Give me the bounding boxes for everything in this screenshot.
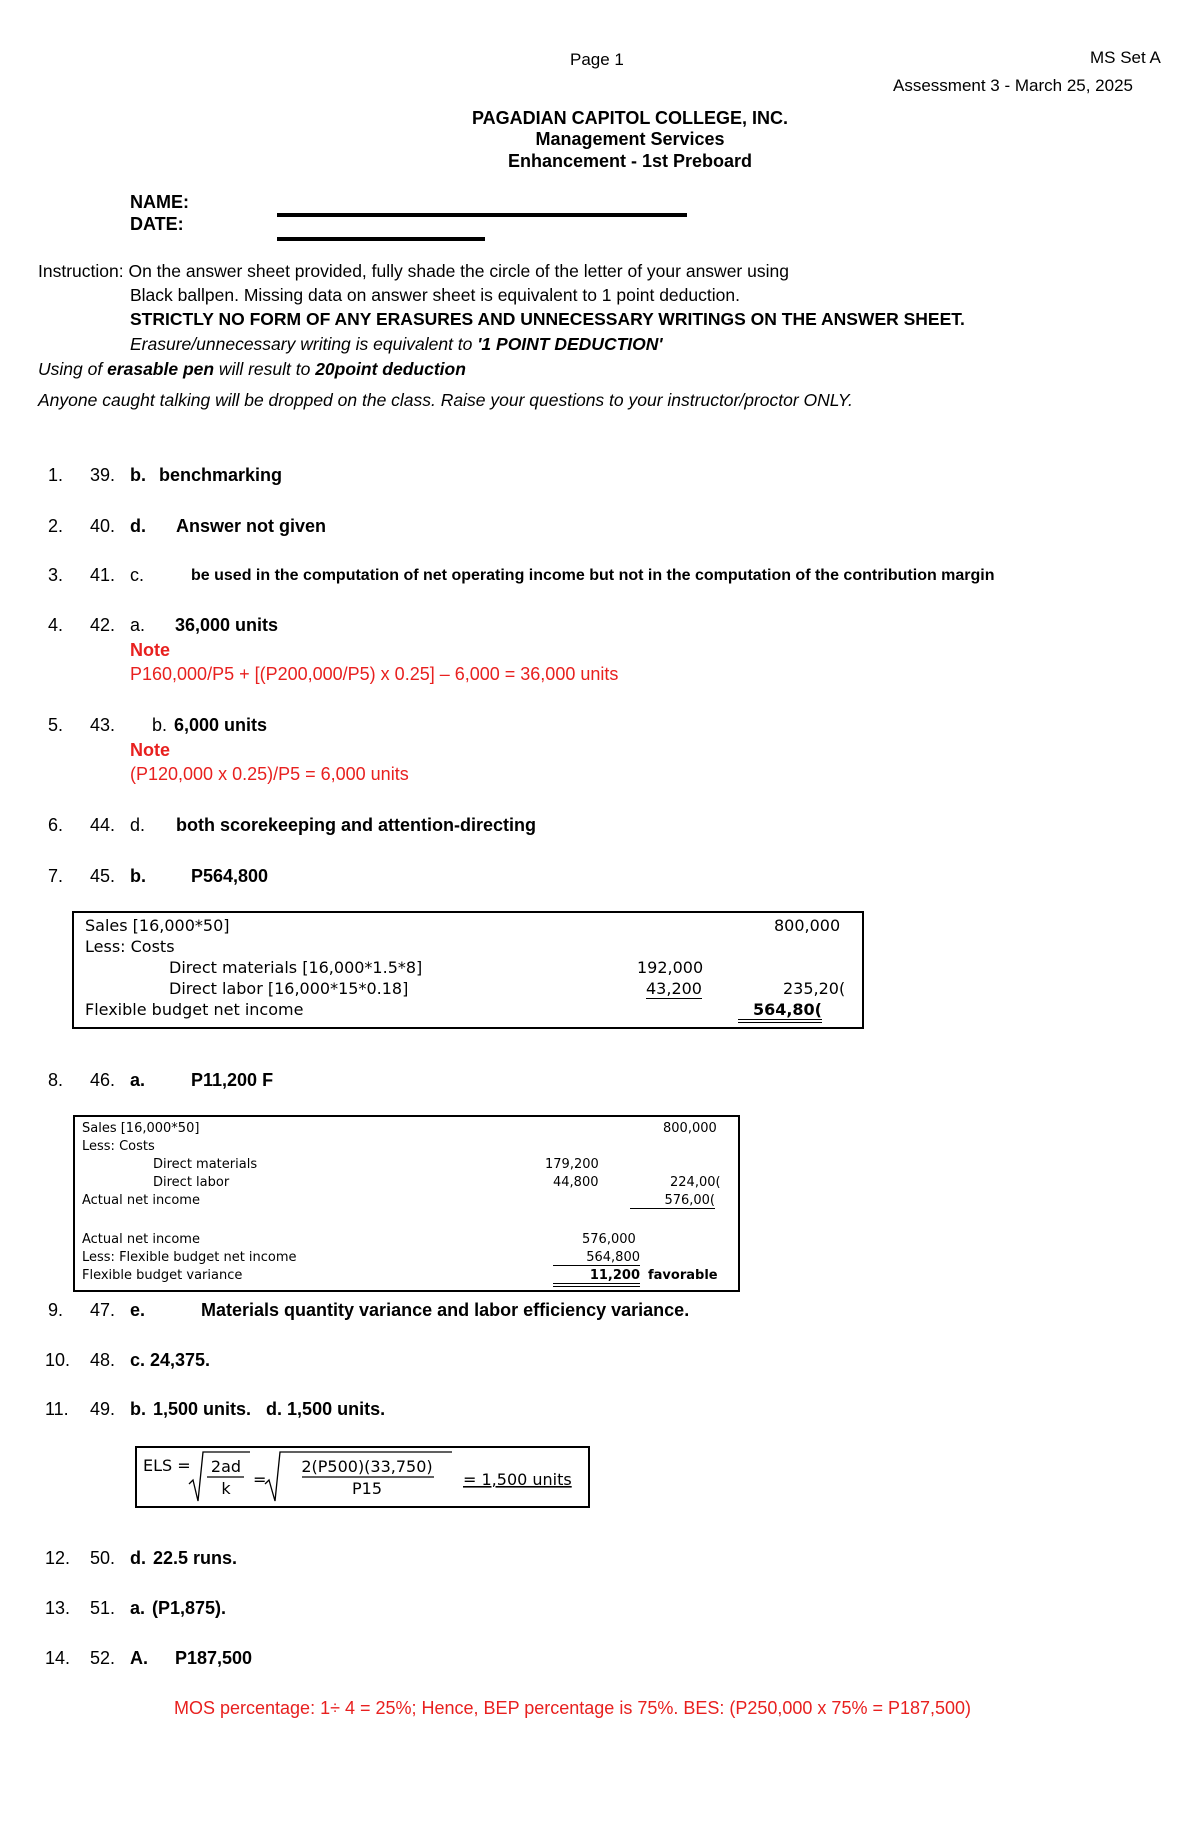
- answer-letter: e.: [130, 1300, 146, 1320]
- question-number: 43.: [90, 715, 116, 735]
- item-number: 7.: [48, 866, 64, 886]
- sales-value: 800,000: [663, 1121, 717, 1136]
- els-formula: [137, 1448, 588, 1506]
- actual-net-income-label: Actual net income: [82, 1193, 200, 1208]
- total-costs-value: 235,20(: [783, 979, 846, 998]
- question-number: 52.: [90, 1648, 116, 1668]
- actual-net-income-value: 576,00(: [630, 1193, 715, 1209]
- direct-materials-value: 179,200: [545, 1157, 599, 1172]
- question-number: 40.: [90, 516, 116, 536]
- answer-letter: d.: [130, 815, 146, 835]
- date-label: DATE:: [130, 214, 184, 234]
- school-name: PAGADIAN CAPITOL COLLEGE, INC.: [471, 108, 789, 128]
- instruction-line-4: Erasure/unnecessary writing is equivalent to '1 POINT DEDUCTION': [130, 334, 663, 354]
- formula-numerator-1: 2ad: [210, 1457, 242, 1476]
- answer-text: benchmarking: [159, 465, 283, 485]
- question-number: 44.: [90, 815, 116, 835]
- actual-net-income-label-2: Actual net income: [82, 1232, 200, 1247]
- answer-letter: a.: [130, 1598, 146, 1618]
- question-number: 48.: [90, 1350, 116, 1370]
- question-number: 47.: [90, 1300, 116, 1320]
- answer-text: 24,375.: [150, 1350, 211, 1370]
- question-number: 39.: [90, 465, 116, 485]
- flexible-budget-table: [72, 911, 864, 1029]
- total-costs-value: 224,00(: [670, 1175, 721, 1190]
- instruction-line-6: Anyone caught talking will be dropped on the class. Raise your questions to your instructor/proctor ONLY.: [38, 390, 853, 410]
- favorable-label: favorable: [648, 1268, 718, 1283]
- question-number: 42.: [90, 615, 116, 635]
- item-number: 2.: [48, 516, 64, 536]
- note-text: (P120,000 x 0.25)/P5 = 6,000 units: [130, 764, 409, 784]
- direct-materials-label: Direct materials [16,000*1.5*8]: [169, 958, 423, 977]
- sales-value: 800,000: [774, 916, 841, 935]
- answer-letter: d.: [130, 1548, 146, 1568]
- assessment-date: Assessment 3 - March 25, 2025: [893, 76, 1134, 95]
- answer-text: (P1,875).: [152, 1598, 227, 1618]
- sales-label: Sales [16,000*50]: [82, 1121, 200, 1136]
- instruction-line-2: Black ballpen. Missing data on answer sheet is equivalent to 1 point deduction.: [130, 285, 740, 305]
- answer-text: both scorekeeping and attention-directing: [176, 815, 537, 835]
- less-costs-label: Less: Costs: [85, 937, 175, 956]
- item-number: 6.: [48, 815, 64, 835]
- exam-title: Enhancement - 1st Preboard: [507, 151, 753, 171]
- question-number: 45.: [90, 866, 116, 886]
- date-line: [277, 237, 485, 241]
- direct-labor-value: 43,200: [646, 979, 702, 998]
- item-number: 12.: [45, 1548, 71, 1568]
- actual-vs-flexible-table: [73, 1115, 740, 1292]
- answer-text: 22.5 runs.: [153, 1548, 238, 1568]
- answer-text: P187,500: [175, 1648, 253, 1668]
- formula-denominator-2: P15: [351, 1479, 383, 1498]
- item-number: 5.: [48, 715, 64, 735]
- formula-denominator-1: k: [221, 1479, 231, 1498]
- answer-letter: A.: [130, 1648, 148, 1668]
- answer-text: Answer not given: [176, 516, 327, 536]
- question-number: 46.: [90, 1070, 116, 1090]
- item-number: 4.: [48, 615, 64, 635]
- question-number: 51.: [90, 1598, 116, 1618]
- answer-text: be used in the computation of net operating income but not in the computation of the contribution margin: [191, 567, 995, 584]
- flexible-budget-label: Flexible budget net income: [85, 1000, 304, 1019]
- answer-letter: b.: [130, 866, 146, 886]
- flexible-budget-variance-label: Flexible budget variance: [82, 1268, 243, 1283]
- answer-letter: d.: [130, 516, 146, 536]
- department: Management Services: [535, 129, 725, 149]
- note-label: Note: [130, 640, 170, 660]
- less-flexible-budget-label: Less: Flexible budget net income: [82, 1250, 297, 1265]
- flexible-budget-variance-value: 11,200: [553, 1268, 640, 1287]
- item-number: 14.: [45, 1648, 71, 1668]
- els-formula-box: [135, 1446, 590, 1508]
- direct-labor-label: Direct labor [16,000*15*0.18]: [169, 979, 409, 998]
- item-number: 9.: [48, 1300, 64, 1320]
- answer-letter: a.: [130, 1070, 146, 1090]
- formula-numerator-2: 2(P500)(33,750): [301, 1457, 433, 1476]
- name-label: NAME:: [130, 192, 189, 212]
- formula-equals: =: [253, 1470, 267, 1489]
- instruction-line-3: STRICTLY NO FORM OF ANY ERASURES AND UNNECESSARY WRITINGS ON THE ANSWER SHEET.: [130, 309, 965, 329]
- page-number: Page 1: [570, 50, 624, 69]
- formula-lhs: ELS =: [143, 1456, 191, 1475]
- instruction-line-1: Instruction: On the answer sheet provided, fully shade the circle of the letter of your answer using: [38, 261, 789, 281]
- question-number: 49.: [90, 1399, 116, 1419]
- answer-text: P11,200 F: [191, 1070, 274, 1090]
- item-number: 1.: [48, 465, 64, 485]
- actual-net-income-value-2: 576,000: [582, 1232, 636, 1247]
- question-number: 50.: [90, 1548, 116, 1568]
- name-line: [277, 213, 687, 217]
- sales-label: Sales [16,000*50]: [85, 916, 230, 935]
- formula-result: = 1,500 units: [463, 1470, 572, 1489]
- direct-materials-value: 192,000: [637, 958, 704, 977]
- less-flexible-budget-value: 564,800: [553, 1250, 640, 1266]
- note-label: Note: [130, 740, 170, 760]
- direct-labor-label: Direct labor: [153, 1175, 230, 1190]
- question-number: 41.: [90, 565, 116, 585]
- item-number: 11.: [45, 1399, 69, 1419]
- answer-letter: a.: [130, 615, 146, 635]
- answer-text: P564,800: [191, 866, 269, 886]
- answer-text: 6,000 units: [174, 715, 268, 735]
- item-number: 13.: [45, 1598, 71, 1618]
- item-number: 10.: [45, 1350, 71, 1370]
- answer-letter: c.: [130, 1350, 146, 1370]
- item-number: 8.: [48, 1070, 64, 1090]
- answer-letter: b.: [130, 1399, 146, 1419]
- answer-letter: b.: [152, 715, 168, 735]
- instruction-line-5: Using of erasable pen will result to 20point deduction: [38, 359, 466, 379]
- direct-materials-label: Direct materials: [153, 1157, 258, 1172]
- flexible-budget-value: 564,80(: [738, 1000, 822, 1023]
- item-number: 3.: [48, 565, 64, 585]
- answer-letter: c.: [130, 565, 145, 585]
- set-label: MS Set A: [1090, 48, 1161, 67]
- note-text: P160,000/P5 + [(P200,000/P5) x 0.25] – 6,000 = 36,000 units: [130, 664, 619, 684]
- answer-text: 36,000 units: [175, 615, 279, 635]
- answer-letter: b.: [130, 465, 146, 485]
- note-text: MOS percentage: 1÷ 4 = 25%; Hence, BEP percentage is 75%. BES: (P250,000 x 75% = P187,500): [174, 1698, 972, 1718]
- direct-labor-value: 44,800: [553, 1175, 599, 1190]
- less-costs-label: Less: Costs: [82, 1139, 155, 1154]
- answer-text: 1,500 units. d. 1,500 units.: [153, 1399, 386, 1419]
- answer-text: Materials quantity variance and labor efficiency variance.: [201, 1300, 690, 1320]
